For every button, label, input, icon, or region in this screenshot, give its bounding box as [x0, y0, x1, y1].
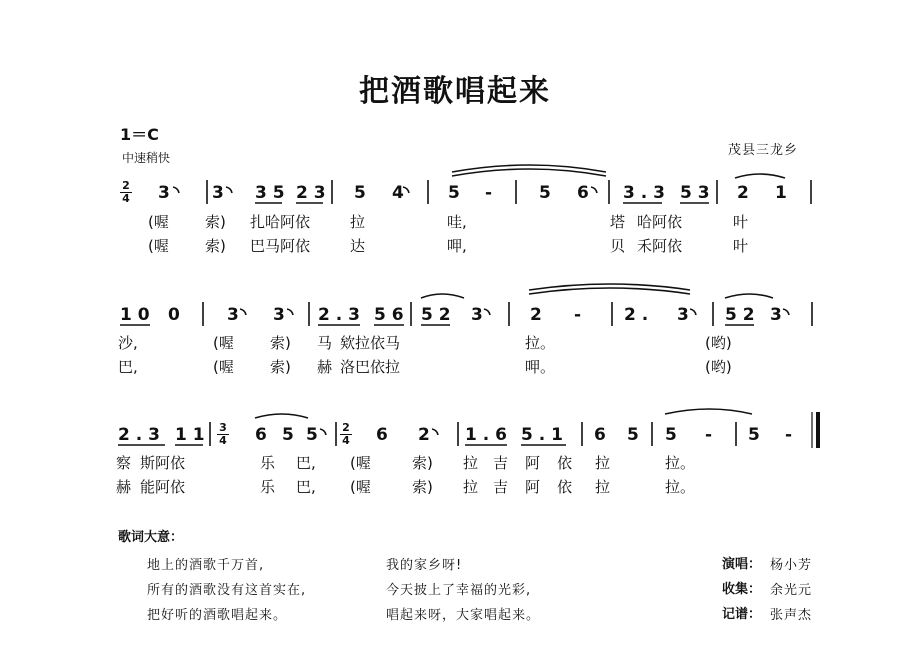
time-signature-3-4: 3 4 [217, 422, 229, 447]
note: 5 2 [421, 305, 451, 325]
note: 5 [627, 425, 639, 445]
note: 2 . 3 [318, 305, 360, 325]
lyric: 赫 [317, 358, 333, 376]
lyric: 拉 [595, 454, 611, 472]
note: 1 0 [120, 305, 150, 325]
note: 2 . [624, 305, 649, 325]
meaning-line: 地上的酒歌千万首, [147, 558, 265, 573]
lyric: 巴马阿依 [250, 237, 311, 255]
note: 5 [448, 183, 460, 203]
song-origin: 茂县三龙乡 [728, 143, 799, 158]
lyric: 吉 [493, 478, 509, 496]
note: 6 [376, 425, 388, 445]
transcriber-name: 张声杰 [770, 608, 813, 623]
lyric: 沙, [118, 334, 138, 352]
note: 5 [306, 425, 318, 445]
lyric: 乐 [260, 478, 276, 496]
lyric: 洛巴依拉 [340, 358, 401, 376]
time-signature-2-4: 2 4 [340, 422, 352, 447]
lyric: 欸拉依马 [340, 334, 401, 352]
lyric: 叶 [733, 237, 749, 255]
collector-label: 收集： [722, 582, 762, 597]
note: - [574, 305, 582, 325]
note: 2 [418, 425, 430, 445]
lyric: 索) [205, 237, 226, 255]
lyric: 塔 [610, 213, 626, 231]
collector-name: 余光元 [770, 583, 813, 598]
note: 3 [273, 305, 285, 325]
lyric: 阿 [525, 478, 541, 496]
lyric: 拉 [463, 478, 479, 496]
transcriber-label: 记谱： [722, 607, 762, 622]
lyric: 索) [412, 454, 433, 472]
note: 3 [212, 183, 224, 203]
lyric: 依 [557, 454, 573, 472]
note: 3 . 3 [623, 183, 665, 203]
lyric: (哟) [705, 358, 732, 376]
lyric: (喔 [350, 454, 371, 472]
singer-name: 杨小芳 [770, 558, 813, 573]
note: 3 5 [255, 183, 285, 203]
time-signature-2-4: 2 4 [120, 180, 132, 205]
note: 5 2 [725, 305, 755, 325]
lyric: 巴, [296, 454, 316, 472]
lyric: 赫 [116, 478, 132, 496]
lyric: 乐 [260, 454, 276, 472]
tempo-marking: 中速稍快 [122, 151, 171, 165]
song-title: 把酒歌唱起来 [359, 74, 551, 109]
note: 5 [748, 425, 760, 445]
note: 5 [354, 183, 366, 203]
lyric: 索) [270, 334, 291, 352]
note: 6 [577, 183, 589, 203]
note: 6 [594, 425, 606, 445]
note: 4 [392, 183, 404, 203]
note: 1 1 [175, 425, 205, 445]
note: 3 [158, 183, 170, 203]
lyric: 吉 [493, 454, 509, 472]
lyric: 达 [350, 237, 366, 255]
lyric: 贝 [610, 237, 626, 255]
note: 6 [255, 425, 267, 445]
key-signature: 1＝C [120, 125, 159, 144]
note: 1 . 6 [465, 425, 507, 445]
lyric: (喔 [148, 237, 169, 255]
note: - [785, 425, 793, 445]
lyric: 拉。 [665, 478, 696, 496]
note: 5 [539, 183, 551, 203]
lyric: 依 [557, 478, 573, 496]
lyric: 叶 [733, 213, 749, 231]
lyric: 哇, [447, 213, 467, 231]
lyric: 禾阿依 [637, 237, 683, 255]
meaning-line: 所有的酒歌没有这首实在, [147, 583, 307, 598]
lyric: 索) [412, 478, 433, 496]
lyric: 扎哈阿依 [250, 213, 311, 231]
note: 5 [665, 425, 677, 445]
lyric: 察 [116, 454, 132, 472]
note: 2 [737, 183, 749, 203]
note: 3 [677, 305, 689, 325]
note: 5 [282, 425, 294, 445]
lyric: (喔 [213, 334, 234, 352]
meaning-line: 我的家乡呀! [386, 558, 463, 573]
note: 3 [471, 305, 483, 325]
lyric: 拉。 [525, 334, 556, 352]
lyric: 阿 [525, 454, 541, 472]
lyric: 呷。 [525, 358, 556, 376]
lyric: 马 [317, 334, 333, 352]
lyric: 巴, [118, 358, 138, 376]
meaning-line: 把好听的酒歌唱起来。 [147, 608, 288, 623]
note: - [485, 183, 493, 203]
lyric: (哟) [705, 334, 732, 352]
lyric: 索) [205, 213, 226, 231]
lyric: 巴, [296, 478, 316, 496]
lyric: 拉 [350, 213, 366, 231]
lyric: (喔 [350, 478, 371, 496]
lyric: 呷, [447, 237, 467, 255]
note: 5 . 1 [521, 425, 563, 445]
note: 0 [168, 305, 180, 325]
meaning-line: 今天披上了幸福的光彩, [386, 583, 532, 598]
note: - [705, 425, 713, 445]
note: 2 [530, 305, 542, 325]
singer-label: 演唱： [722, 557, 762, 572]
note: 2 . 3 [118, 425, 160, 445]
lyric: 能阿依 [140, 478, 186, 496]
note: 2 3 [296, 183, 326, 203]
lyric: 索) [270, 358, 291, 376]
lyric: (喔 [213, 358, 234, 376]
note: 3 [770, 305, 782, 325]
meaning-heading: 歌词大意： [118, 530, 184, 545]
lyric: 拉 [463, 454, 479, 472]
meaning-line: 唱起来呀，大家唱起来。 [386, 608, 541, 623]
note: 3 [227, 305, 239, 325]
lyric: (喔 [148, 213, 169, 231]
lyric: 拉 [595, 478, 611, 496]
note: 5 6 [374, 305, 404, 325]
lyric: 哈阿依 [637, 213, 683, 231]
lyric: 拉。 [665, 454, 696, 472]
note: 5 3 [680, 183, 710, 203]
note: 1 [775, 183, 787, 203]
lyric: 斯阿依 [140, 454, 186, 472]
